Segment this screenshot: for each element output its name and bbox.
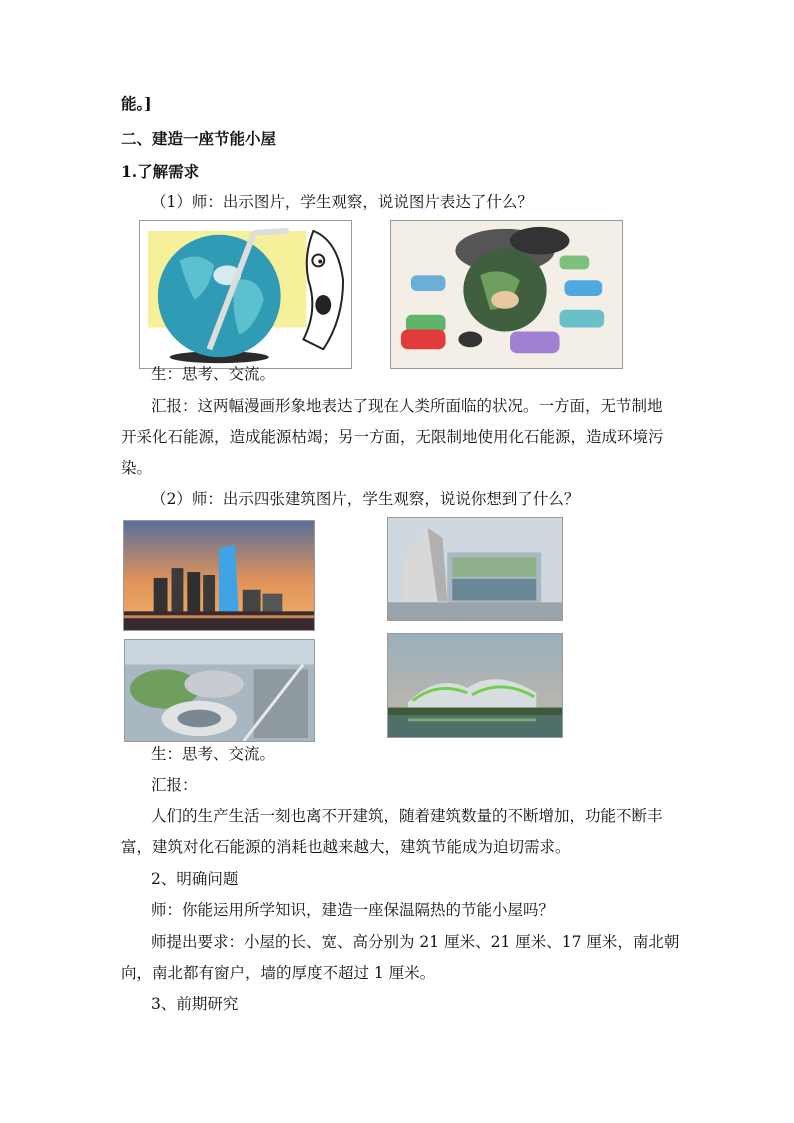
text-line: （2）师：出示四张建筑图片，学生观察，说说你想到了什么？	[151, 490, 580, 508]
text-line: 富，建筑对化石能源的消耗也越来越大，建筑节能成为迫切需求。	[121, 838, 571, 856]
text-line: 生：思考、交流。	[151, 365, 276, 383]
aerial-complex-photo	[124, 639, 315, 742]
text-line: （1）师：出示图片，学生观察，说说图片表达了什么？	[151, 193, 533, 211]
text-line: 师提出要求：小屋的长、宽、高分别为 21 厘米、21 厘米、17 厘米，南北朝	[151, 933, 680, 951]
subsection-heading: 2、明确问题	[151, 870, 239, 888]
subsection-heading: 1.了解需求	[121, 162, 200, 181]
text-line: 汇报：这两幅漫画形象地表达了现在人类所面临的状况。一方面，无节制地	[151, 397, 663, 415]
polluted-earth-cartoon	[390, 220, 623, 369]
text-line: 师：你能运用所学知识，建造一座保温隔热的节能小屋吗？	[151, 901, 555, 919]
text-line: 人们的生产生活一刻也离不开建筑，随着建筑数量的不断增加，功能不断丰	[151, 807, 663, 825]
text-line: 向，南北都有窗户，墙的厚度不超过 1 厘米。	[121, 964, 436, 982]
subsection-heading: 3、前期研究	[151, 995, 239, 1013]
modern-building-photo	[387, 517, 563, 621]
skyline-photo	[123, 520, 315, 631]
text-line: 汇报：	[151, 776, 198, 794]
stadium-photo	[387, 633, 563, 738]
globe-straw-cartoon	[139, 220, 352, 369]
text-line: 染。	[121, 459, 153, 477]
text-line: 生：思考、交流。	[151, 745, 276, 763]
text-line: 能。]	[121, 94, 152, 113]
section-heading: 二、建造一座节能小屋	[121, 129, 277, 148]
text-line: 开采化石能源，造成能源枯竭；另一方面，无限制地使用化石能源，造成环境污	[121, 428, 664, 446]
